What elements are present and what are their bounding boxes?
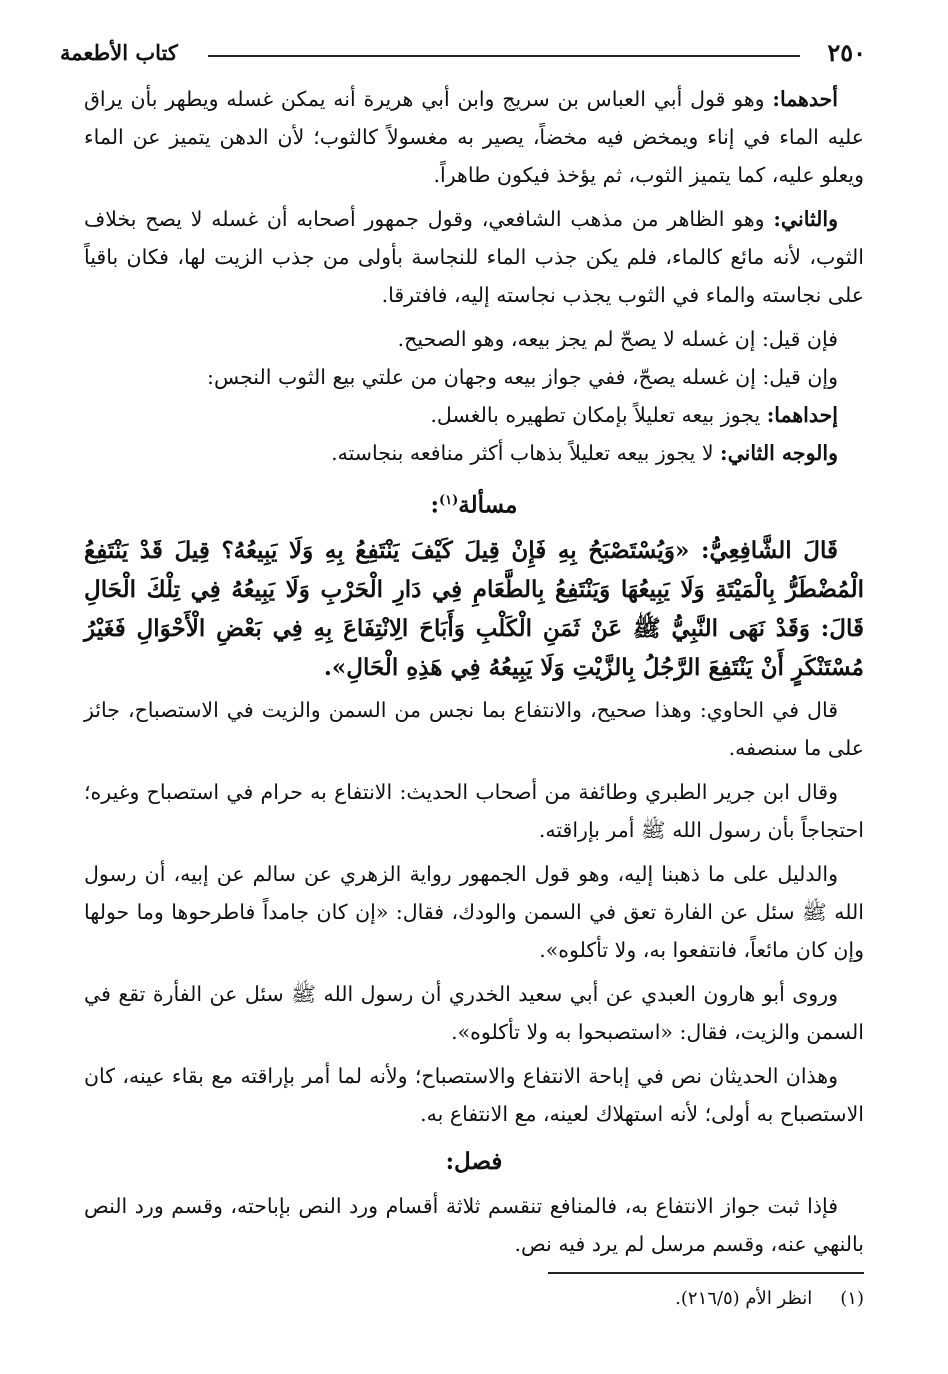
lead-term: أحدهما: xyxy=(772,87,838,111)
paragraph-tabari: وقال ابن جرير الطبري وطائفة من أصحاب الحديث: الانتفاع به حرام في استصباح وغيره؛ احتجاجاً بأن رسول الله ﷺ أمر بإراقته. xyxy=(84,779,864,842)
footnote-marker: (١) xyxy=(840,1288,864,1309)
paragraph-if-valid: وإن قيل: إن غسله يصحّ، ففي جواز بيعه وجهان من علتي بيع الثوب النجس: xyxy=(207,365,838,389)
running-title: كتاب الأطعمة xyxy=(60,40,178,65)
footnote-rule xyxy=(548,1272,864,1274)
paragraph-hawi: قال في الحاوي: وهذا صحيح، والانتفاع بما نجس من السمن والزيت في الاستصباح، جائز على ما سنصفه. xyxy=(84,697,864,760)
footnote xyxy=(84,1284,864,1314)
page-header xyxy=(60,38,866,70)
paragraph-second-opinion: والثاني: وهو الظاهر من مذهب الشافعي، وقول جمهور أصحابه أن غسله لا يصح بخلاف الثوب، لأنه مائع كالماء، فلم يكن جذب الماء للنجاسة بأولى من جذب الزيت لها، فكان باقياً على نجاسته والماء في الثوب يجذب نجاسته إليه، فافترقا. xyxy=(84,207,864,307)
masala-heading: مسألة$^{(١)}$: xyxy=(430,491,518,519)
header-rule xyxy=(208,55,800,57)
paragraph-benefits: فإذا ثبت جواز الانتفاع به، فالمنافع تنقسم ثلاثة أقسام ورد النص بإباحته، وقسم ورد النص بالنهي عنه، وقسم مرسل لم يرد فيه نص. xyxy=(84,1193,864,1256)
paragraph-evidence: والدليل على ما ذهبنا إليه، وهو قول الجمهور رواية الزهري عن سالم عن إبيه، أن رسول الله ﷺ سئل عن الفارة تعق في السمن والودك، فقال: «إن كان جامداً فاطرحوها وما حولها وإن كان مائعاً، فانتفعوا به، ولا تأكلوه». xyxy=(84,861,864,962)
page-number: ٢٥٠ xyxy=(827,38,866,67)
paragraph-first-reason: إحداهما: يجوز بيعه تعليلاً بإمكان تطهيره بالغسل. xyxy=(430,403,838,427)
paragraph-if-not-valid: فإن قيل: إن غسله لا يصحّ لم يجز بيعه، وهو الصحيح. xyxy=(397,327,838,351)
fasl-heading: فصل: xyxy=(445,1147,503,1175)
paragraph-first-opinion: أحدهما: وهو قول أبي العباس بن سريج وابن أبي هريرة أنه يمكن غسله ويطهر بأن يراق عليه الماء في إناء ويمخض فيه مخضاً، يصير به مغسولاً كالثوب؛ لأن الدهن يتميز عن الماء ويعلو عليه، كما يتميز الثوب، ثم يؤخذ فيكون طاهراً. xyxy=(84,87,864,187)
lead-term: والثاني: xyxy=(773,207,838,231)
lead-term: والوجه الثاني: xyxy=(720,441,838,465)
paragraph-abu-harun: وروى أبو هارون العبدي عن أبي سعيد الخدري أن رسول الله ﷺ سئل عن الفأرة تقع في السمن والزيت، فقال: «استصبحوا به ولا تأكلوه». xyxy=(84,981,864,1044)
paragraph-two-hadiths: وهذان الحديثان نص في إباحة الانتفاع والاستصباح؛ ولأنه لما أمر بإراقته مع بقاء عينه، كان الاستصباح به أولى؛ لأنه استهلاك لعينه، مع الانتفاع به. xyxy=(84,1063,864,1126)
footnote-text: انظر الأم (٢١٦/٥). xyxy=(675,1288,813,1309)
shafii-quote: قَالَ الشَّافِعِيُّ: «وَيُسْتَصْبَحُ بِهِ فَإِنْ قِيلَ كَيْفَ يَنْتَفِعُ بِهِ وَلَا يَبِيعُهُ؟ قِيلَ قَدْ يَنْتَفِعُ الْمُضْطَرُّ بِالْمَيْتَةِ وَلَا يَبِيعُهَا وَيَنْتَفِعُ بِالطَّعَامِ فِي دَارِ الْحَرْبِ وَلَا يَبِيعُهُ فِي تِلْكَ الْحَالِ قَالَ: وَقَدْ نَهَى النَّبِيُّ ﷺ عَنْ ثَمَنِ الْكَلْبِ وَأَبَاحَ الِانْتِفَاعَ بِهِ فِي بَعْضِ الْأَحْوَالِ فَغَيْرُ مُسْتَنْكَرٍ أَنْ يَنْتَفِعَ الرَّجُلُ بِالزَّيْتِ وَلَا يَبِيعُهُ فِي هَذِهِ الْحَالِ». xyxy=(84,536,864,681)
paragraph-second-reason: والوجه الثاني: لا يجوز بيعه تعليلاً بذهاب أكثر منافعه بنجاسته. xyxy=(331,441,838,465)
lead-term: إحداهما: xyxy=(766,403,838,427)
page-body xyxy=(84,80,864,1263)
footnote-reference: (١) xyxy=(439,493,459,508)
